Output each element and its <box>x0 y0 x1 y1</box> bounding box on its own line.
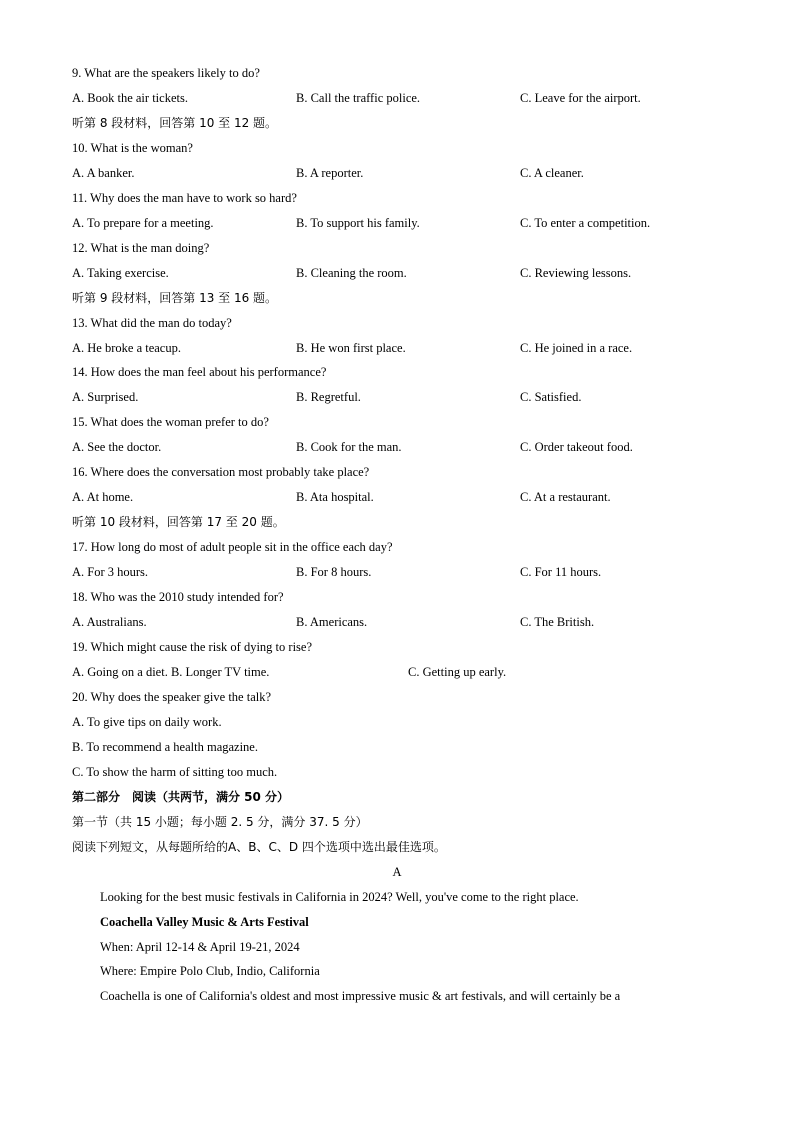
question-10: 10. What is the woman? <box>72 141 193 155</box>
part-2-instruction: 阅读下列短文，从每题所给的A、B、C、D 四个选项中选出最佳选项。 <box>72 840 446 854</box>
question-14: 14. How does the man feel about his performance? <box>72 365 327 379</box>
question-9: 9. What are the speakers likely to do? <box>72 66 260 80</box>
question-17-option-c: C. For 11 hours. <box>520 565 602 579</box>
festival-name: Coachella Valley Music & Arts Festival <box>100 915 309 929</box>
section-note-9: 听第 9 段材料，回答第 13 至 16 题。 <box>72 291 278 305</box>
question-10-option-b: B. A reporter. <box>296 166 364 180</box>
question-13-option-b: B. He won first place. <box>296 341 406 355</box>
question-11-option-c: C. To enter a competition. <box>520 216 651 230</box>
question-15: 15. What does the woman prefer to do? <box>72 415 269 429</box>
question-14-option-a: A. Surprised. <box>72 390 139 404</box>
question-16-option-b: B. Ata hospital. <box>296 490 374 504</box>
passage-intro: Looking for the best music festivals in California in 2024? Well, you've come to the right place. <box>100 890 579 904</box>
festival-where: Where: Empire Polo Club, Indio, California <box>100 964 320 978</box>
question-12: 12. What is the man doing? <box>72 241 210 255</box>
question-9-option-c: C. Leave for the airport. <box>520 91 641 105</box>
question-12-option-a: A. Taking exercise. <box>72 266 169 280</box>
question-17-option-a: A. For 3 hours. <box>72 565 149 579</box>
question-15-option-b: B. Cook for the man. <box>296 440 402 454</box>
part-2-title: 第二部分 阅读（共两节，满分 50 分） <box>72 790 290 804</box>
question-19-option-ab: A. Going on a diet. B. Longer TV time. <box>72 665 270 679</box>
passage-label: A <box>392 865 402 879</box>
question-11: 11. Why does the man have to work so hard? <box>72 191 297 205</box>
question-10-option-a: A. A banker. <box>72 166 135 180</box>
question-18: 18. Who was the 2010 study intended for? <box>72 590 284 604</box>
question-18-option-b: B. Americans. <box>296 615 368 629</box>
festival-body: Coachella is one of California's oldest and most impressive music & art festivals, and will certainly be a <box>100 989 621 1003</box>
question-20-option-b: B. To recommend a health magazine. <box>72 740 258 754</box>
question-20: 20. Why does the speaker give the talk? <box>72 690 272 704</box>
question-20-option-c: C. To show the harm of sitting too much. <box>72 765 278 779</box>
question-16-option-c: C. At a restaurant. <box>520 490 611 504</box>
question-11-option-b: B. To support his family. <box>296 216 420 230</box>
question-14-option-b: B. Regretful. <box>296 390 361 404</box>
question-13-option-c: C. He joined in a race. <box>520 341 633 355</box>
question-18-option-a: A. Australians. <box>72 615 147 629</box>
part-2-section-1: 第一节（共 15 小题；每小题 2. 5 分，满分 37. 5 分） <box>72 815 368 829</box>
question-20-option-a: A. To give tips on daily work. <box>72 715 222 729</box>
question-16-option-a: A. At home. <box>72 490 134 504</box>
question-17-option-b: B. For 8 hours. <box>296 565 372 579</box>
question-16: 16. Where does the conversation most probably take place? <box>72 465 370 479</box>
question-13: 13. What did the man do today? <box>72 316 232 330</box>
question-9-option-b: B. Call the traffic police. <box>296 91 421 105</box>
section-note-10: 听第 10 段材料，回答第 17 至 20 题。 <box>72 515 285 529</box>
question-13-option-a: A. He broke a teacup. <box>72 341 181 355</box>
section-note-8: 听第 8 段材料，回答第 10 至 12 题。 <box>72 116 278 130</box>
question-15-option-c: C. Order takeout food. <box>520 440 633 454</box>
question-17: 17. How long do most of adult people sit in the office each day? <box>72 540 393 554</box>
question-18-option-c: C. The British. <box>520 615 595 629</box>
question-19-option-c: C. Getting up early. <box>408 665 507 679</box>
question-12-option-c: C. Reviewing lessons. <box>520 266 632 280</box>
question-19: 19. Which might cause the risk of dying to rise? <box>72 640 312 654</box>
question-10-option-c: C. A cleaner. <box>520 166 584 180</box>
question-11-option-a: A. To prepare for a meeting. <box>72 216 214 230</box>
question-9-option-a: A. Book the air tickets. <box>72 91 188 105</box>
question-12-option-b: B. Cleaning the room. <box>296 266 407 280</box>
festival-when: When: April 12-14 & April 19-21, 2024 <box>100 940 300 954</box>
question-14-option-c: C. Satisfied. <box>520 390 582 404</box>
question-15-option-a: A. See the doctor. <box>72 440 162 454</box>
